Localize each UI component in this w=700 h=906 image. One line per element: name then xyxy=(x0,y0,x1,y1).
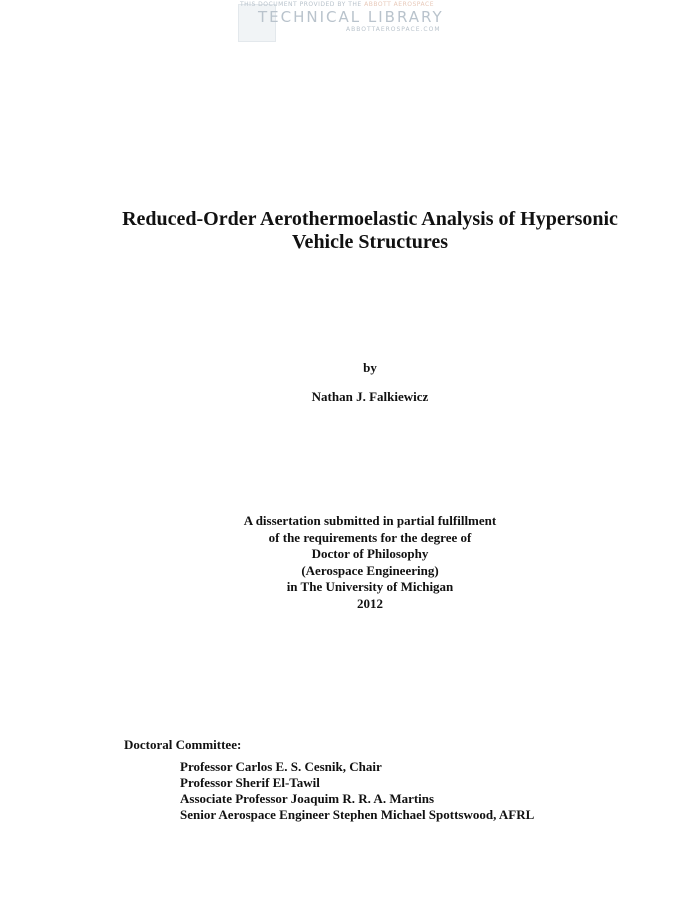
dissertation-statement xyxy=(40,513,700,612)
committee-member: Professor Sherif El-Tawil xyxy=(180,775,320,790)
committee-member: Senior Aerospace Engineer Stephen Michael Spottswood, AFRL xyxy=(180,807,535,822)
committee-member: Professor Carlos E. S. Cesnik, Chair xyxy=(180,759,382,774)
dissertation-line: A dissertation submitted in partial fulfillment xyxy=(243,513,497,528)
watermark-logo xyxy=(236,0,466,44)
committee-heading: Doctoral Committee: xyxy=(124,737,242,752)
by-label: by xyxy=(363,360,377,375)
watermark-line2: TECHNICAL LIBRARY xyxy=(258,8,444,26)
watermark-line3: ABBOTTAEROSPACE.COM xyxy=(346,26,441,33)
watermark-line1 xyxy=(240,1,434,8)
committee-members xyxy=(180,759,534,823)
title-line-2: Vehicle Structures xyxy=(291,231,449,253)
university: in The University of Michigan xyxy=(286,579,454,594)
year: 2012 xyxy=(357,595,383,611)
watermark-prefix: THIS DOCUMENT PROVIDED BY THE xyxy=(240,1,362,8)
author-name: Nathan J. Falkiewicz xyxy=(311,389,429,404)
dissertation-line: of the requirements for the degree of xyxy=(268,529,472,545)
committee-member: Associate Professor Joaquim R. R. A. Martins xyxy=(180,791,435,806)
document-title xyxy=(40,208,700,254)
title-line-1: Reduced-Order Aerothermoelastic Analysis of Hypersonic xyxy=(122,208,618,230)
degree: Doctor of Philosophy xyxy=(311,546,429,561)
department: (Aerospace Engineering) xyxy=(301,562,439,578)
watermark-brand: ABBOTT AEROSPACE xyxy=(364,1,434,8)
